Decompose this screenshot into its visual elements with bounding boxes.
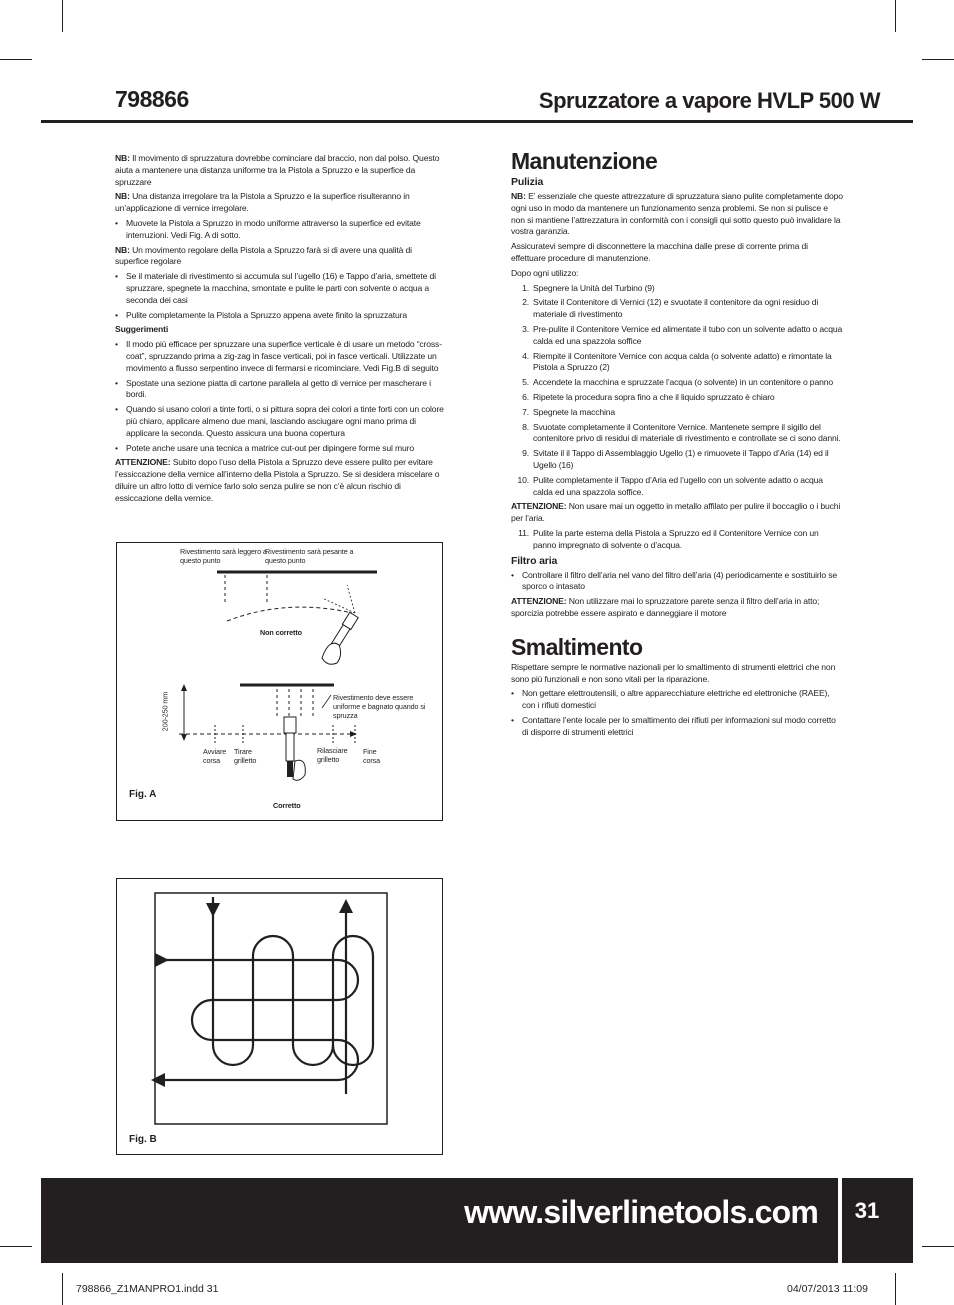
right-column — [511, 148, 843, 741]
page-number-box — [842, 1178, 913, 1263]
file-slug: 798866_Z1MANPRO1.indd 31 — [76, 1283, 219, 1295]
cleaning-steps-cont — [511, 528, 843, 552]
maintenance-heading: Manutenzione — [511, 148, 658, 174]
list-item: 11. Pulite la parte esterna della Pistola a Spruzzo ed il Contenitore Vernice con un panno impregnato di solvente o d’acqua. — [518, 527, 819, 550]
list-item: 4. Riempite il Contenitore Vernice con acqua calda (o solvente adatto) e rimontate la Pistola a Spruzzo (2) — [522, 350, 832, 373]
bullet-list — [511, 570, 843, 594]
note-paragraph: NB: Un movimento regolare della Pistola a Spruzzo farà si di avere una qualità di superfice regolare — [115, 244, 412, 267]
list-item: 6. Ripetete la procedura sopra fino a che il liquido spruzzato è chiaro — [522, 391, 775, 402]
note-paragraph: NB: Una distanza irregolare tra la Pistola a Spruzzo e la superfice risulteranno in un’applicazione di vernice irregolare. — [115, 191, 410, 214]
list-item: • Spostate una sezione piatta di cartone parallela al getto di vernice per mascherare i bordi. — [115, 378, 445, 402]
bullet-list — [115, 218, 445, 242]
label-heavy-coating: Rivestimento sarà pesante a questo punto — [265, 547, 354, 565]
list-item: 10. Pulite completamente il Tappo d’Aria ed l’ugello con un solvente adatto o acqua calda ed una spazzola soffice. — [517, 474, 823, 497]
air-filter-heading: Filtro aria — [511, 554, 558, 567]
note-paragraph: NB: Il movimento di spruzzatura dovrebbe cominciare dal braccio, non dal polso. Questo aiuta a mantenere una distanza uniforme tra la Pistola a Spruzzo e la superfice da spruzzare — [115, 153, 440, 187]
warning-paragraph: ATTENZIONE: Non utilizzare mai lo spruzzatore parete senza il filtro dell’aria in atto; sporcizia potrebbe essere aspirato e danneggiare il motore — [511, 596, 820, 618]
list-item: 3. Pre-pulite il Contenitore Vernice ed alimentate il tubo con un solvente adatto o acqua calda ed una spazzola soffice — [522, 323, 843, 346]
list-item: 1. Spegnere la Unità del Turbino (9) — [522, 282, 655, 293]
list-item: • Il modo più efficace per spruzzare una superfice verticale è di usare un metodo “cross-coat”, spruzzando prima a zig-zag in fasce verticali, poi in fasce verticali. Utilizzate un movimento a flusso serpentino invece di fermarsi e ricominciare. Vedi Fig.B di seguito — [115, 339, 445, 374]
warning-paragraph: ATTENZIONE: Subito dopo l’uso della Pistola a Spruzzo deve essere pulito per evitare l’essiccazione della vernice all’interno della Pistola a Spruzzo. Se si desidera miscelare o diluire un altro lotto di vernice farlo solo senza pulire se non c’è alcun rischio di essiccazione della vernice. — [115, 457, 440, 503]
disposal-heading: Smaltimento — [511, 633, 643, 660]
list-item: • Quando si usano colori a tinte forti, o si pittura sopra dei colori a tinte forti con un colore più chiaro, applicare almeno due mani, lasciando asciugare ogni mano prima di applicare la seconda. Questo assicura una buona copertura — [115, 404, 445, 439]
list-item: 5. Accendete la macchina e spruzzate l’acqua (o solvente) in un contenitore o panno — [522, 377, 833, 388]
model-number: 798866 — [115, 86, 189, 112]
header-rule — [41, 120, 913, 123]
label-correct: Corretto — [273, 801, 301, 810]
website-url[interactable]: www.silverlinetools.com — [464, 1194, 818, 1230]
after-use-paragraph: Dopo ogni utilizzo: — [511, 267, 579, 278]
disposal-paragraph: Rispettare sempre le normative nazionali per lo smaltimento di strumenti elettrici che non sono più funzionali e non sono vitali per la riparazione. — [511, 661, 836, 684]
list-item: • Pulite completamente la Pistola a Spruzzo appena avete finito la spruzzatura — [115, 310, 445, 322]
bullet-list — [115, 271, 445, 321]
list-item: • Se il materiale di rivestimento si accumula sul l’ugello (16) e Tappo d’aria, smettete di spruzzare, spegnete la macchina, smontate e pulite le parti con solvente o acqua a seconda dei casi — [115, 271, 445, 306]
list-item: • Non gettare elettroutensili, o altre apparecchiature elettriche ed elettroniche (RAEE), con i rifiuti domestici — [511, 688, 843, 712]
list-item: • Potete anche usare una tecnica a matrice cut-out per dipingere forme sul muro — [115, 443, 445, 455]
label-distance: 200-250 mm — [160, 691, 170, 732]
label-uniform-coating: Rivestimento deve essere uniforme e bagnato quando si spruzza — [333, 693, 426, 720]
note-paragraph: NB: E’ essenziale che queste attrezzature di spruzzatura siano pulite completamente dopo ogni uso in modo da mantenere un funzionamento senza problemi. Se non si pulisce e non si mantiene l’attrezzatura in conformità con i consigli qui sotto questo può invalidare la vostra garanzia. — [511, 191, 843, 237]
footer-bar — [41, 1178, 838, 1263]
disconnect-paragraph: Assicuratevi sempre di disconnettere la macchina dalle prese di corrente prima di effettuare procedure di manutenzione. — [511, 241, 808, 263]
list-item: 7. Spegnete la macchina — [522, 406, 616, 417]
label-pull-trigger: Tirare grilletto — [234, 747, 257, 765]
crop-mark — [0, 1246, 32, 1247]
page-number: 31 — [854, 1198, 880, 1223]
label-light-coating: Rivestimento sarà leggero a questo punto — [180, 547, 267, 565]
label-end-stroke: Fine corsa — [363, 747, 381, 765]
crop-mark — [922, 59, 954, 60]
figure-a-label: Fig. A — [129, 789, 157, 800]
left-column — [115, 153, 445, 508]
tips-heading: Suggerimenti — [115, 324, 169, 335]
cleaning-heading: Pulizia — [511, 176, 544, 188]
crop-mark — [0, 59, 32, 60]
list-item: 8. Svuotate completamente il Contenitore Vernice. Mantenete sempre il sigillo del contenitore privo di residui di materiale di rivestimento e controllate se ci sono danni. — [522, 421, 841, 444]
crop-mark — [922, 1246, 954, 1247]
figure-a-illustration — [117, 543, 441, 819]
crop-mark — [895, 1273, 896, 1305]
figure-b — [116, 878, 443, 1155]
list-item: 9. Svitate il il Tappo di Assemblaggio Ugello (1) e rimuovete il Tappo d’Aria (14) ed il Ugello (16) — [522, 448, 829, 470]
list-item: 2. Svitate il Contenitore di Vernici (12) e svuotate il contenitore da ogni residuo di materiale di rivestimento — [522, 297, 819, 320]
figure-a — [116, 542, 443, 821]
bullet-list — [511, 688, 843, 738]
label-incorrect: Non corretto — [260, 628, 302, 637]
figure-b-label: Fig. B — [129, 1134, 157, 1145]
page-title: Spruzzatore a vapore HVLP 500 W — [538, 88, 880, 113]
list-item: • Contattare l’ente locale per lo smaltimento dei rifiuti per informazioni sul modo corretto di disporre di strumenti elettrici — [511, 715, 843, 739]
crop-mark — [895, 0, 896, 32]
list-item: • Controllare il filtro dell’aria nel vano del filtro dell’aria (4) periodicamente e sostituirlo se sporco o intasato — [511, 570, 843, 594]
warning-paragraph: ATTENZIONE: Non usare mai un oggetto in metallo affilato per pulire il boccaglio o i buchi per l’aria. — [511, 501, 841, 524]
crop-mark — [62, 1273, 63, 1305]
label-release-trigger: Rilasciare grilletto — [317, 746, 348, 764]
figure-b-illustration — [117, 879, 441, 1153]
label-start-stroke: Avviare corsa — [203, 747, 227, 765]
tips-list — [115, 339, 445, 454]
cleaning-steps — [511, 283, 843, 499]
date-slug: 04/07/2013 11:09 — [787, 1283, 868, 1295]
crop-mark — [62, 0, 63, 32]
list-item: • Muovete la Pistola a Spruzzo in modo uniforme attraverso la superfice ed evitate interruzioni. Vedi Fig. A di sotto. — [115, 218, 445, 242]
